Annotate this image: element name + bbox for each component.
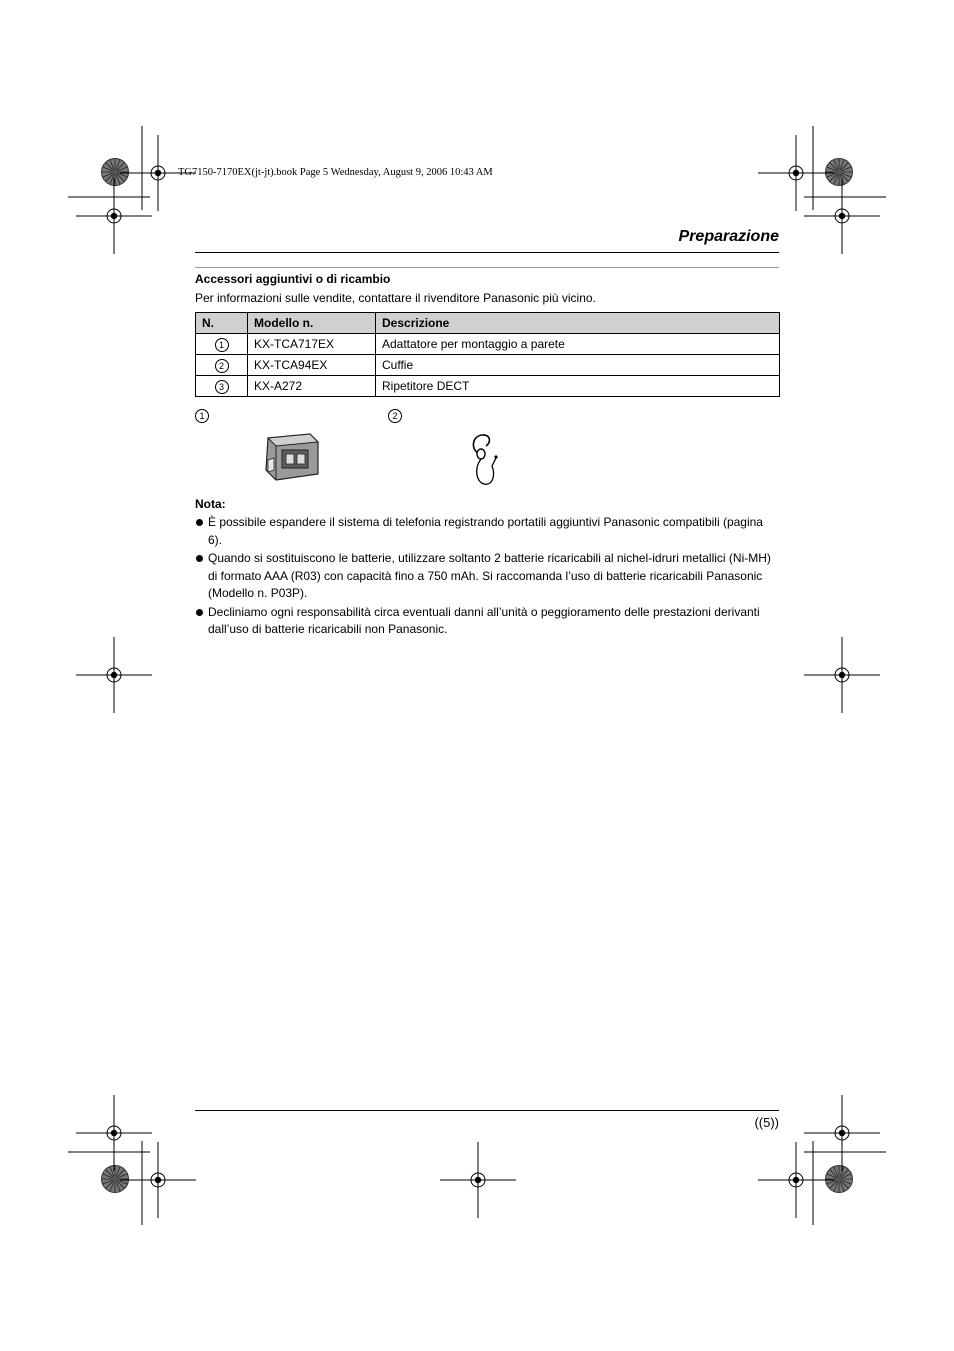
bullet-icon <box>196 519 203 526</box>
description-cell: Ripetitore DECT <box>376 376 780 397</box>
note-text: È possibile espandere il sistema di telefonia registrando portatili aggiuntivi Panasonic compatibili (pagina 6). <box>208 515 763 547</box>
note-text: Decliniamo ogni responsabilità circa eventuali danni all’unità o peggioramento delle prestazioni derivanti dall’uso di batterie ricaricabili non Panasonic. <box>208 604 760 636</box>
note-list <box>195 514 775 640</box>
accessories-heading: Accessori aggiuntivi o di ricambio <box>195 272 391 286</box>
row-number <box>196 334 248 355</box>
footer-rule <box>195 1110 779 1111</box>
row-number <box>196 355 248 376</box>
description-cell: Cuffie <box>376 355 780 376</box>
column-header: N. <box>196 313 248 334</box>
list-item <box>195 514 775 549</box>
list-item <box>195 550 775 603</box>
column-header: Modello n. <box>248 313 376 334</box>
figure-label: 1 <box>195 409 209 423</box>
section-title: Preparazione <box>678 228 779 245</box>
column-header: Descrizione <box>376 313 780 334</box>
table-row <box>196 376 780 397</box>
accessories-intro: Per informazioni sulle vendite, contattare il rivenditore Panasonic più vicino. <box>195 291 596 305</box>
table-row <box>196 355 780 376</box>
bullet-icon <box>196 555 203 562</box>
list-item <box>195 604 775 639</box>
bullet-icon <box>196 609 203 616</box>
note-heading: Nota: <box>195 497 226 511</box>
wall-mount-adapter-icon <box>262 430 322 482</box>
circled-number: 2 <box>215 359 229 373</box>
table-row <box>196 334 780 355</box>
figure-label: 2 <box>388 409 402 423</box>
circled-number: 3 <box>215 380 229 394</box>
note-text: Quando si sostituiscono le batterie, utilizzare soltanto 2 batterie ricaricabili al nichel-idruri metallici (Ni-MH) di formato AAA (R03) con capacità fino a 750 mAh. Si raccomanda l’uso di batterie ricaricabili Panasonic (Modello n. P03P). <box>208 551 771 600</box>
headset-icon <box>466 432 506 488</box>
page-number: ((5)) <box>754 1115 779 1130</box>
model-cell: KX-A272 <box>248 376 376 397</box>
accessories-table <box>195 312 780 397</box>
book-file-line: TG7150-7170EX(jt-jt).book Page 5 Wednesday, August 9, 2006 10:43 AM <box>178 167 493 178</box>
row-number <box>196 376 248 397</box>
circled-number: 1 <box>215 338 229 352</box>
model-cell: KX-TCA94EX <box>248 355 376 376</box>
header-rule <box>195 252 779 253</box>
model-cell: KX-TCA717EX <box>248 334 376 355</box>
description-cell: Adattatore per montaggio a parete <box>376 334 780 355</box>
table-header-row <box>196 313 780 334</box>
header-subrule <box>195 267 779 268</box>
